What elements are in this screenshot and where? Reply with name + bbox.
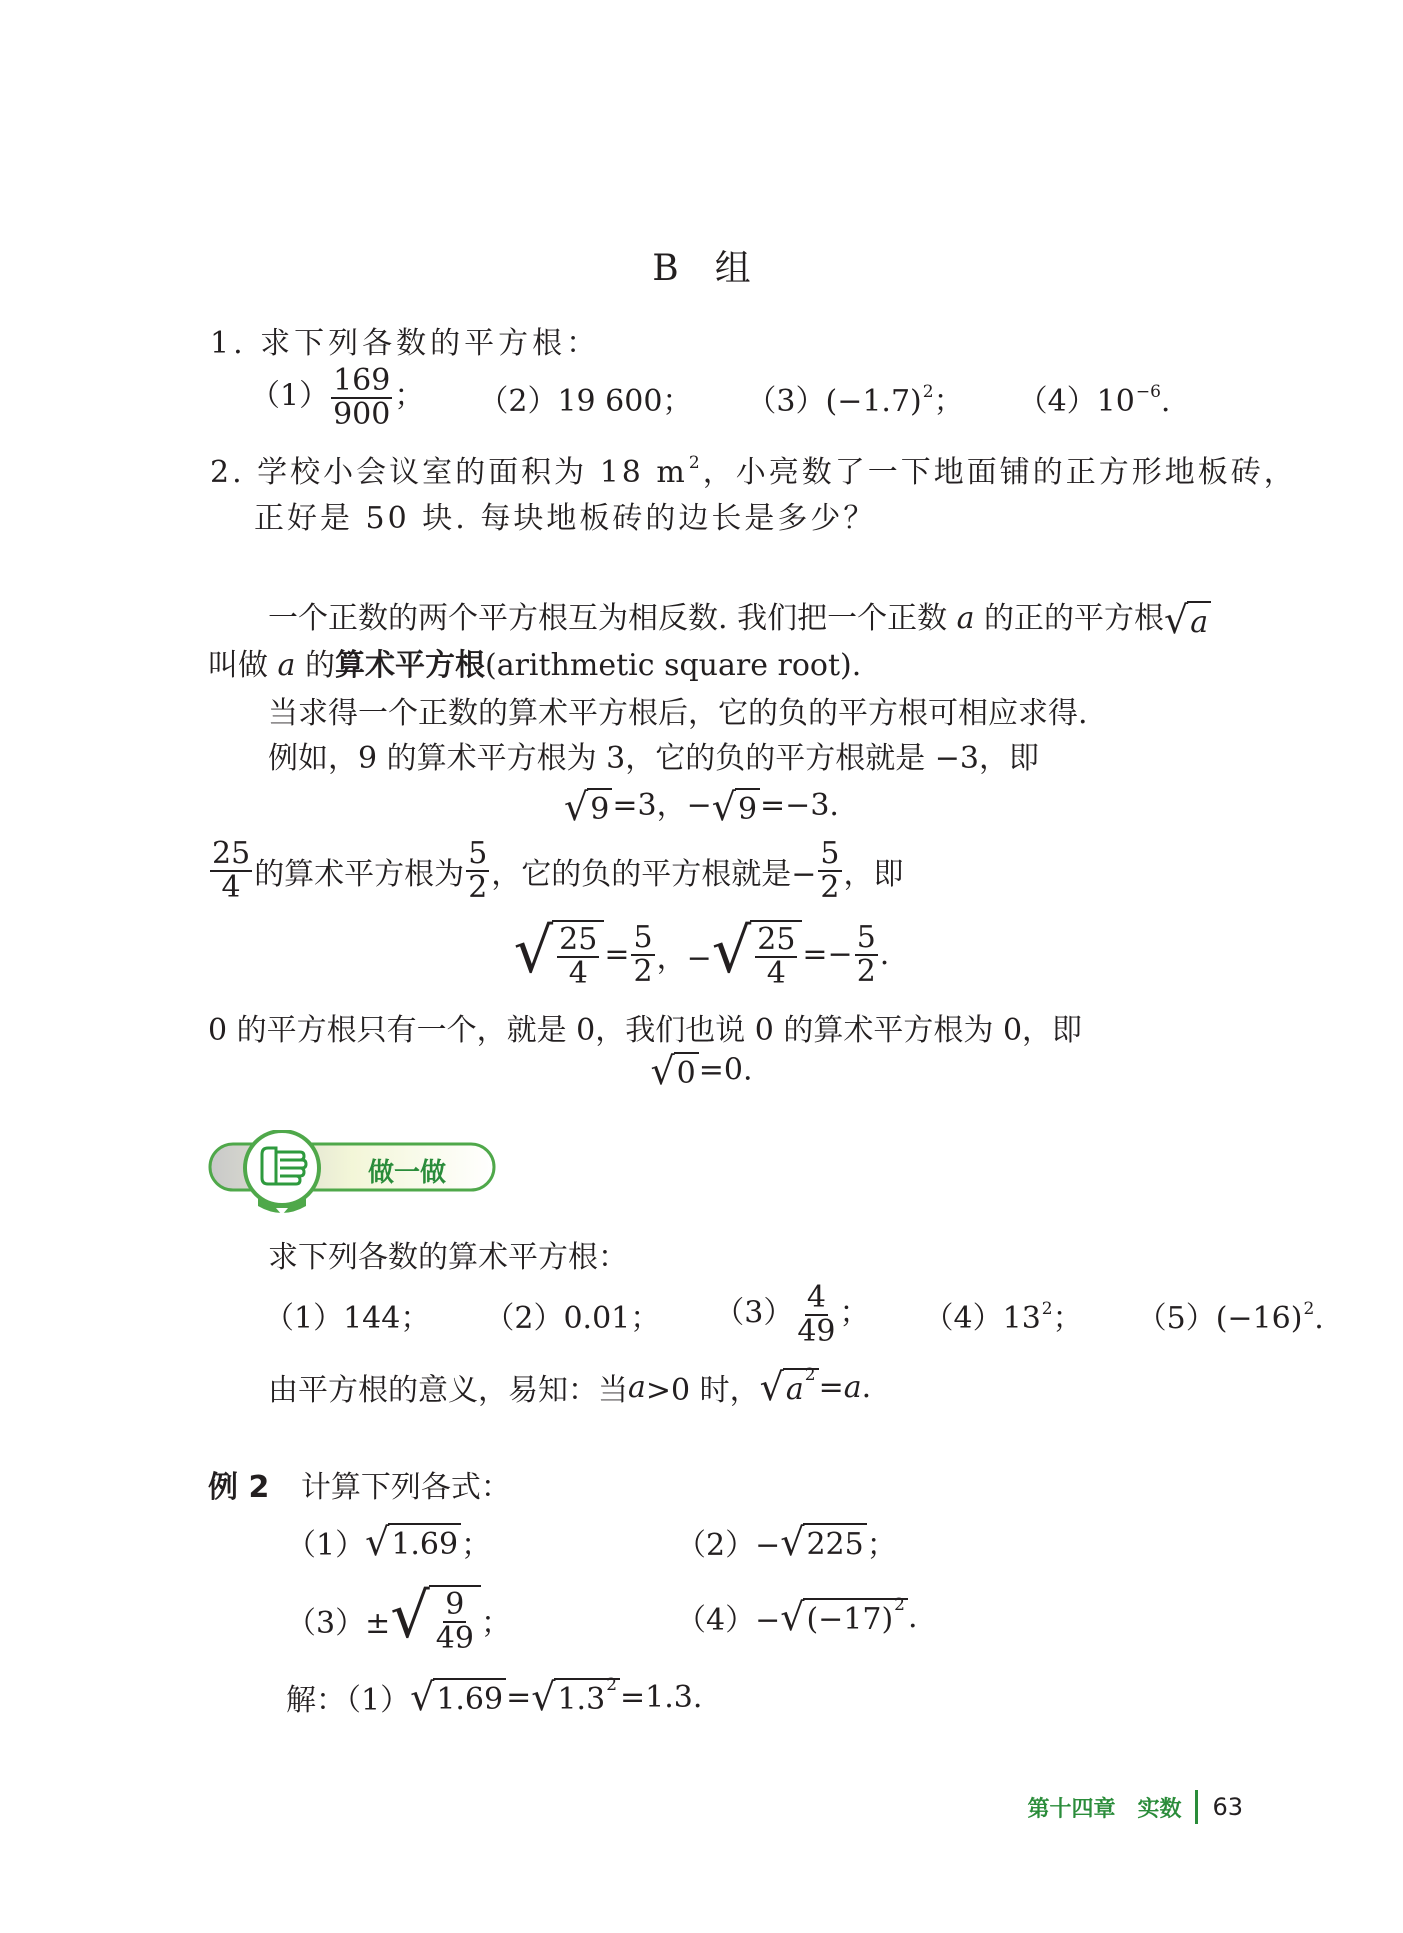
term-arithmetic-square-root: 算术平方根 (334, 648, 485, 683)
equation-sqrt-25-over-4: √ $\frac{25}{4}$ = $\frac{5}{2}$ ，− √ $\frac{25}{4}$ =− $\frac{5}{2}$ . (513, 914, 890, 991)
ex1-part-4: $(4)10^{-6}$. (1017, 381, 1171, 419)
page-footer (1027, 1790, 1243, 1824)
example-label: 例 2 (208, 1470, 270, 1505)
definition-line-2: 叫做 a 的算术平方根(arithmetic square root). (208, 648, 862, 683)
footer-divider (1195, 1790, 1198, 1824)
example-part-3: （3）± √ $\frac{9}{49}$ ； (286, 1579, 511, 1656)
activity-note: 由平方根的意义，易知：当 a >0 时， √ a 2 = a . (268, 1364, 872, 1409)
ex1-part-3: $(3)(-1.7)^2$； (746, 381, 964, 419)
activity-part-1: （1）144； (264, 1300, 431, 1336)
example-part-2: （2）− √ 225 ； (676, 1519, 897, 1564)
activity-part-5: $(5)(-16)^2$. (1136, 1298, 1324, 1336)
hand-pointing-icon (256, 1144, 310, 1198)
exercise-1-parts (250, 365, 1170, 430)
activity-banner (208, 1130, 498, 1222)
section-title: B 组 (652, 248, 751, 289)
chapter-title: 第十四章 实数 (1027, 1796, 1182, 1822)
example-part-1: （1） √ 1.69 ； (286, 1519, 492, 1564)
definition-line-6: 0 的平方根只有一个，就是 0，我们也说 0 的算术平方根为 0，即 (208, 1013, 1083, 1048)
activity-parts (264, 1282, 1324, 1347)
activity-banner-label: 做一做 (368, 1158, 447, 1188)
ex1-part-2: （2）19 600； (478, 383, 693, 419)
activity-banner-graphic (208, 1130, 498, 1222)
exercise-1-stem: 1. 求下列各数的平方根： (210, 326, 601, 361)
exercise-2-line-1: 2. 学校小会议室的面积为 18 $m^2$，小亮数了一下地面铺的正方形地板砖， (210, 453, 1297, 490)
definition-line-4: 例如，9 的算术平方根为 3，它的负的平方根就是 −3，即 (268, 741, 1040, 776)
example-solution-1: 解：（1） √ 1.69 = √ 1.3 2 =1.3. (286, 1674, 703, 1719)
exercise-2-line-2: 正好是 50 块. 每块地板砖的边长是多少？ (254, 501, 877, 536)
definition-line-5: $\frac{25}{4}$ 的算术平方根为 $\frac{5}{2}$ ，它的负的平方根就是− $\frac{5}{2}$ ，即 (212, 836, 904, 905)
definition-line-1: 一个正数的两个平方根互为相反数. 我们把一个正数 a 的正的平方根 √ a (268, 593, 1211, 640)
equation-sqrt-9: √ 9 =3，− √ 9 =−3. (564, 784, 839, 829)
activity-stem: 求下列各数的算术平方根： (268, 1240, 628, 1275)
activity-part-3: （3） $\frac{4}{49}$ ； (714, 1280, 870, 1349)
definition-line-3: 当求得一个正数的算术平方根后，它的负的平方根可相应求得. (268, 696, 1088, 731)
example-part-4: （4）− √ (−17) 2 . (676, 1594, 918, 1639)
activity-part-2: （2）0.01； (484, 1300, 661, 1336)
example-2-heading: 例 2 计算下列各式： (208, 1470, 511, 1505)
ex1-part-1: （1） $\frac{169}{900}$ ； (250, 363, 425, 432)
equation-sqrt-0: √ 0 =0. (650, 1049, 753, 1093)
activity-part-4: $(4)13^2$； (923, 1298, 1083, 1336)
page-number: 63 (1212, 1793, 1243, 1821)
